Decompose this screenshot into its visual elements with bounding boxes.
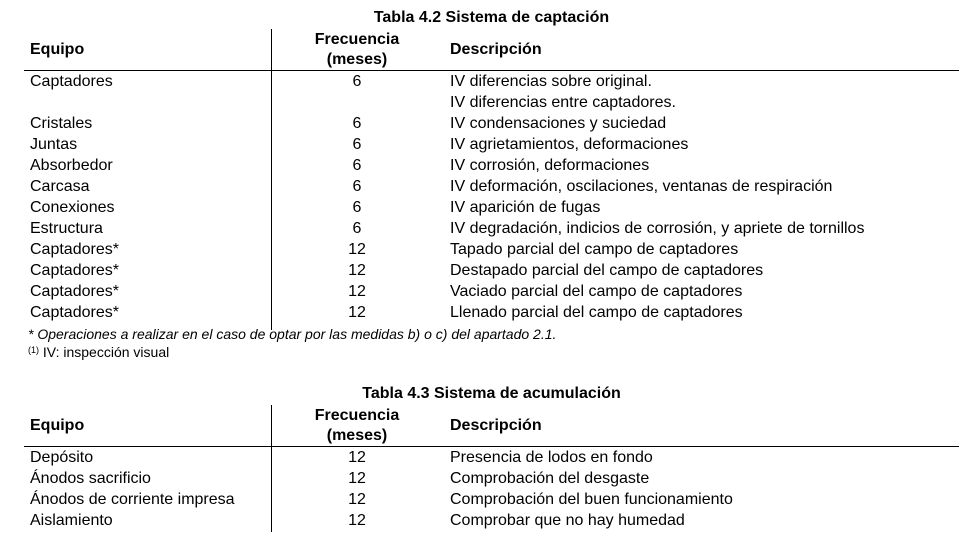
header-frecuencia <box>272 406 442 446</box>
cell-equipo: Captadores* <box>30 283 119 300</box>
cell-frecuencia: 6 <box>352 199 362 216</box>
table-row <box>24 197 959 218</box>
cell-equipo: Aislamiento <box>30 512 113 529</box>
table-row <box>24 218 959 239</box>
cell-equipo: Captadores* <box>30 241 119 258</box>
cell-frecuencia: 12 <box>348 241 366 258</box>
cell-equipo: Carcasa <box>30 178 90 195</box>
table-row <box>24 260 959 281</box>
cell-frecuencia: 6 <box>352 157 362 174</box>
cell-frecuencia: 12 <box>348 449 366 466</box>
cell-equipo: Captadores* <box>30 262 119 279</box>
cell-descripcion: IV agrietamientos, deformaciones <box>450 136 689 153</box>
table-row <box>24 489 959 510</box>
header-frecuencia-line1: Frecuencia <box>314 31 400 48</box>
table-row <box>24 447 959 468</box>
cell-descripcion: IV diferencias sobre original. <box>450 73 652 90</box>
table-body <box>24 71 959 323</box>
header-frecuencia-line2: (meses) <box>326 51 388 68</box>
table-row <box>24 239 959 260</box>
cell-equipo: Ánodos sacrificio <box>30 470 151 487</box>
table-row <box>24 302 959 323</box>
table-row <box>24 71 959 92</box>
note-iv-text: IV: inspección visual <box>39 344 170 360</box>
cell-descripcion: IV diferencias entre captadores. <box>450 94 676 111</box>
cell-equipo: Cristales <box>30 115 93 132</box>
cell-frecuencia: 12 <box>348 491 366 508</box>
header-equipo: Equipo <box>30 417 85 434</box>
cell-equipo: Juntas <box>30 136 78 153</box>
cell-descripcion: Destapado parcial del campo de captadores <box>450 262 764 279</box>
cell-frecuencia: 12 <box>348 262 366 279</box>
cell-descripcion: Comprobar que no hay humedad <box>450 512 685 529</box>
table-header <box>24 29 959 73</box>
cell-descripcion: Comprobación del desgaste <box>450 470 650 487</box>
cell-frecuencia: 6 <box>352 178 362 195</box>
cell-frecuencia: 6 <box>352 220 362 237</box>
table-row <box>24 92 959 113</box>
cell-frecuencia: 6 <box>352 115 362 132</box>
cell-frecuencia: 12 <box>348 304 366 321</box>
cell-descripcion: IV aparición de fugas <box>450 199 601 216</box>
cell-descripcion: Presencia de lodos en fondo <box>450 449 653 466</box>
cell-descripcion: IV corrosión, deformaciones <box>450 157 650 174</box>
cell-equipo: Captadores* <box>30 304 119 321</box>
note-inspeccion-visual <box>28 343 556 361</box>
cell-frecuencia: 12 <box>348 283 366 300</box>
cell-descripcion: IV condensaciones y suciedad <box>450 115 667 132</box>
cell-descripcion: IV deformación, oscilaciones, ventanas de respiración <box>450 178 833 195</box>
cell-frecuencia: 12 <box>348 470 366 487</box>
note-superscript: (1) <box>28 345 39 355</box>
cell-frecuencia: 12 <box>348 512 366 529</box>
table-caption: Tabla 4.3 Sistema de acumulación <box>362 385 621 402</box>
cell-equipo: Depósito <box>30 449 94 466</box>
header-frecuencia-line1: Frecuencia <box>314 407 400 424</box>
cell-frecuencia: 6 <box>352 136 362 153</box>
header-frecuencia-line2: (meses) <box>326 427 388 444</box>
cell-descripcion: IV degradación, indicios de corrosión, y apriete de tornillos <box>450 220 865 237</box>
note-operations: * Operaciones a realizar en el caso de optar por las medidas b) o c) del apartado 2.1. <box>28 326 557 342</box>
header-descripcion: Descripción <box>450 417 542 434</box>
header-frecuencia <box>272 30 442 70</box>
header-equipo: Equipo <box>30 41 85 58</box>
cell-equipo: Ánodos de corriente impresa <box>30 491 235 508</box>
table-row <box>24 176 959 197</box>
table-header <box>24 405 959 449</box>
table-row <box>24 134 959 155</box>
cell-frecuencia: 6 <box>352 73 362 90</box>
table-caption: Tabla 4.2 Sistema de captación <box>373 9 610 26</box>
cell-equipo: Captadores <box>30 73 113 90</box>
table-body <box>24 447 959 531</box>
table-row <box>24 281 959 302</box>
cell-descripcion: Vaciado parcial del campo de captadores <box>450 283 743 300</box>
table-row <box>24 113 959 134</box>
cell-equipo: Conexiones <box>30 199 115 216</box>
header-descripcion: Descripción <box>450 41 542 58</box>
table-row <box>24 510 959 531</box>
cell-descripcion: Tapado parcial del campo de captadores <box>450 241 739 258</box>
table-row <box>24 468 959 489</box>
table-notes <box>28 325 556 361</box>
cell-descripcion: Comprobación del buen funcionamiento <box>450 491 733 508</box>
cell-equipo: Absorbedor <box>30 157 113 174</box>
cell-descripcion: Llenado parcial del campo de captadores <box>450 304 743 321</box>
table-row <box>24 155 959 176</box>
cell-equipo: Estructura <box>30 220 103 237</box>
